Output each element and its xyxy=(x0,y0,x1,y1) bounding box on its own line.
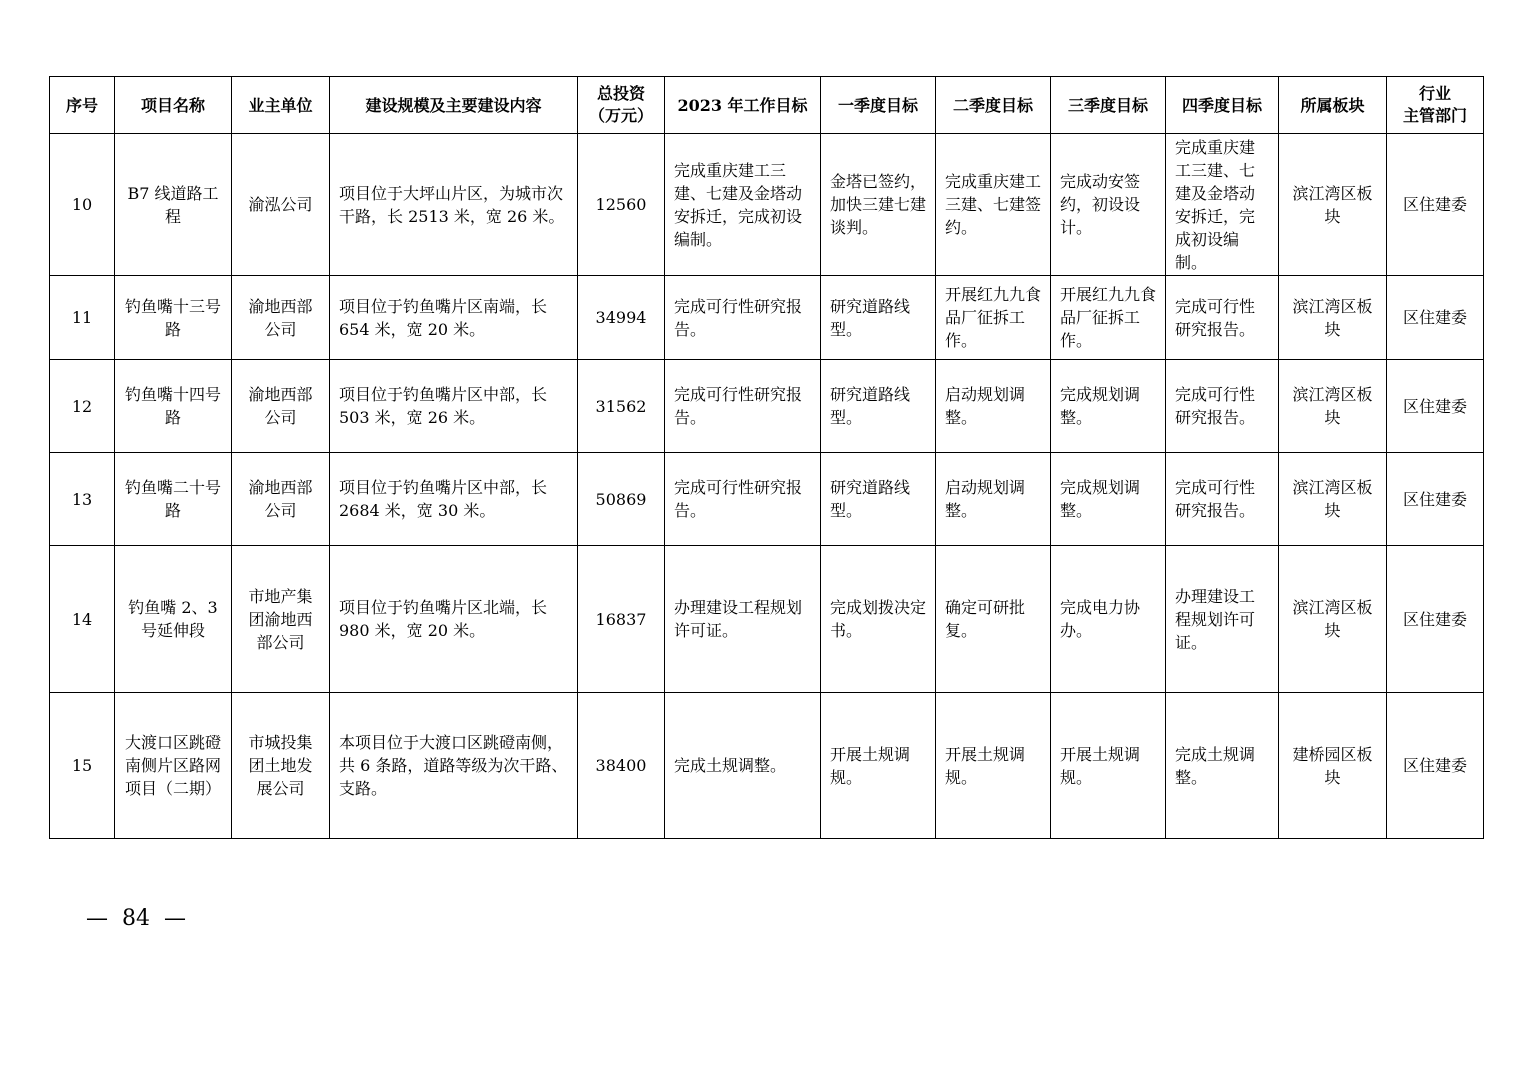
header-name: 项目名称 xyxy=(115,77,232,134)
cell-q1: 开展土规调规。 xyxy=(821,693,936,839)
cell-goal-2023: 完成重庆建工三建、七建及金塔动安拆迁，完成初设编制。 xyxy=(665,134,821,276)
header-goal-2023: 2023 年工作目标 xyxy=(665,77,821,134)
cell-investment: 31562 xyxy=(578,360,665,453)
cell-name: B7 线道路工程 xyxy=(115,134,232,276)
cell-q3: 完成规划调整。 xyxy=(1051,360,1166,453)
cell-q1: 金塔已签约，加快三建七建谈判。 xyxy=(821,134,936,276)
cell-scope: 项目位于大坪山片区，为城市次干路，长 2513 米，宽 26 米。 xyxy=(330,134,578,276)
cell-goal-2023: 完成可行性研究报告。 xyxy=(665,453,821,546)
cell-goal-2023: 完成土规调整。 xyxy=(665,693,821,839)
table-row xyxy=(50,360,1484,453)
cell-scope: 项目位于钓鱼嘴片区中部，长 2684 米，宽 30 米。 xyxy=(330,453,578,546)
cell-q3: 完成电力协办。 xyxy=(1051,546,1166,693)
cell-block: 建桥园区板块 xyxy=(1279,693,1387,839)
cell-q4: 完成可行性研究报告。 xyxy=(1166,360,1279,453)
cell-seq: 12 xyxy=(50,360,115,453)
cell-q2: 开展土规调规。 xyxy=(936,693,1051,839)
cell-q1: 完成划拨决定书。 xyxy=(821,546,936,693)
header-scope: 建设规模及主要建设内容 xyxy=(330,77,578,134)
cell-q4: 完成土规调整。 xyxy=(1166,693,1279,839)
cell-goal-2023: 完成可行性研究报告。 xyxy=(665,360,821,453)
cell-scope: 本项目位于大渡口区跳磴南侧，共 6 条路，道路等级为次干路、支路。 xyxy=(330,693,578,839)
cell-seq: 14 xyxy=(50,546,115,693)
header-block: 所属板块 xyxy=(1279,77,1387,134)
cell-investment: 50869 xyxy=(578,453,665,546)
cell-name: 大渡口区跳磴南侧片区路网项目（二期） xyxy=(115,693,232,839)
table-row xyxy=(50,693,1484,839)
cell-investment: 12560 xyxy=(578,134,665,276)
header-q3: 三季度目标 xyxy=(1051,77,1166,134)
cell-name: 钓鱼嘴十四号路 xyxy=(115,360,232,453)
cell-owner: 渝地西部公司 xyxy=(232,276,330,360)
cell-owner: 渝地西部公司 xyxy=(232,453,330,546)
table-row xyxy=(50,453,1484,546)
cell-dept: 区住建委 xyxy=(1387,360,1484,453)
cell-dept: 区住建委 xyxy=(1387,546,1484,693)
cell-owner: 渝地西部公司 xyxy=(232,360,330,453)
cell-q1: 研究道路线型。 xyxy=(821,276,936,360)
cell-q2: 完成重庆建工三建、七建签约。 xyxy=(936,134,1051,276)
cell-block: 滨江湾区板块 xyxy=(1279,134,1387,276)
header-dept: 行业 主管部门 xyxy=(1387,77,1484,134)
cell-owner: 市城投集团土地发展公司 xyxy=(232,693,330,839)
cell-scope: 项目位于钓鱼嘴片区中部，长 503 米，宽 26 米。 xyxy=(330,360,578,453)
cell-q2: 确定可研批复。 xyxy=(936,546,1051,693)
header-q2: 二季度目标 xyxy=(936,77,1051,134)
cell-dept: 区住建委 xyxy=(1387,276,1484,360)
table-row xyxy=(50,276,1484,360)
page-number: — 84 — xyxy=(86,906,186,931)
table-row xyxy=(50,134,1484,276)
cell-investment: 38400 xyxy=(578,693,665,839)
cell-q3: 完成动安签约，初设设计。 xyxy=(1051,134,1166,276)
cell-q1: 研究道路线型。 xyxy=(821,360,936,453)
cell-q3: 开展红九九食品厂征拆工作。 xyxy=(1051,276,1166,360)
cell-block: 滨江湾区板块 xyxy=(1279,453,1387,546)
cell-q2: 启动规划调整。 xyxy=(936,453,1051,546)
cell-seq: 10 xyxy=(50,134,115,276)
cell-dept: 区住建委 xyxy=(1387,453,1484,546)
cell-q3: 完成规划调整。 xyxy=(1051,453,1166,546)
cell-q3: 开展土规调规。 xyxy=(1051,693,1166,839)
cell-seq: 13 xyxy=(50,453,115,546)
table-row xyxy=(50,546,1484,693)
cell-block: 滨江湾区板块 xyxy=(1279,360,1387,453)
cell-block: 滨江湾区板块 xyxy=(1279,546,1387,693)
cell-name: 钓鱼嘴二十号路 xyxy=(115,453,232,546)
cell-name: 钓鱼嘴十三号路 xyxy=(115,276,232,360)
cell-owner: 渝泓公司 xyxy=(232,134,330,276)
cell-investment: 16837 xyxy=(578,546,665,693)
cell-scope: 项目位于钓鱼嘴片区北端，长 980 米，宽 20 米。 xyxy=(330,546,578,693)
cell-q4: 办理建设工程规划许可证。 xyxy=(1166,546,1279,693)
cell-q2: 开展红九九食品厂征拆工作。 xyxy=(936,276,1051,360)
cell-seq: 15 xyxy=(50,693,115,839)
header-q1: 一季度目标 xyxy=(821,77,936,134)
header-q4: 四季度目标 xyxy=(1166,77,1279,134)
cell-name: 钓鱼嘴 2、3 号延伸段 xyxy=(115,546,232,693)
cell-dept: 区住建委 xyxy=(1387,134,1484,276)
table-header-row xyxy=(50,77,1484,134)
cell-q2: 启动规划调整。 xyxy=(936,360,1051,453)
header-owner: 业主单位 xyxy=(232,77,330,134)
cell-q4: 完成可行性研究报告。 xyxy=(1166,276,1279,360)
cell-investment: 34994 xyxy=(578,276,665,360)
cell-goal-2023: 办理建设工程规划许可证。 xyxy=(665,546,821,693)
header-seq: 序号 xyxy=(50,77,115,134)
cell-goal-2023: 完成可行性研究报告。 xyxy=(665,276,821,360)
cell-seq: 11 xyxy=(50,276,115,360)
cell-block: 滨江湾区板块 xyxy=(1279,276,1387,360)
project-table xyxy=(49,76,1484,839)
cell-owner: 市地产集团渝地西部公司 xyxy=(232,546,330,693)
cell-dept: 区住建委 xyxy=(1387,693,1484,839)
cell-scope: 项目位于钓鱼嘴片区南端，长 654 米，宽 20 米。 xyxy=(330,276,578,360)
cell-q4: 完成重庆建工三建、七建及金塔动安拆迁，完成初设编制。 xyxy=(1166,134,1279,276)
header-investment: 总投资 （万元） xyxy=(578,77,665,134)
cell-q4: 完成可行性研究报告。 xyxy=(1166,453,1279,546)
cell-q1: 研究道路线型。 xyxy=(821,453,936,546)
